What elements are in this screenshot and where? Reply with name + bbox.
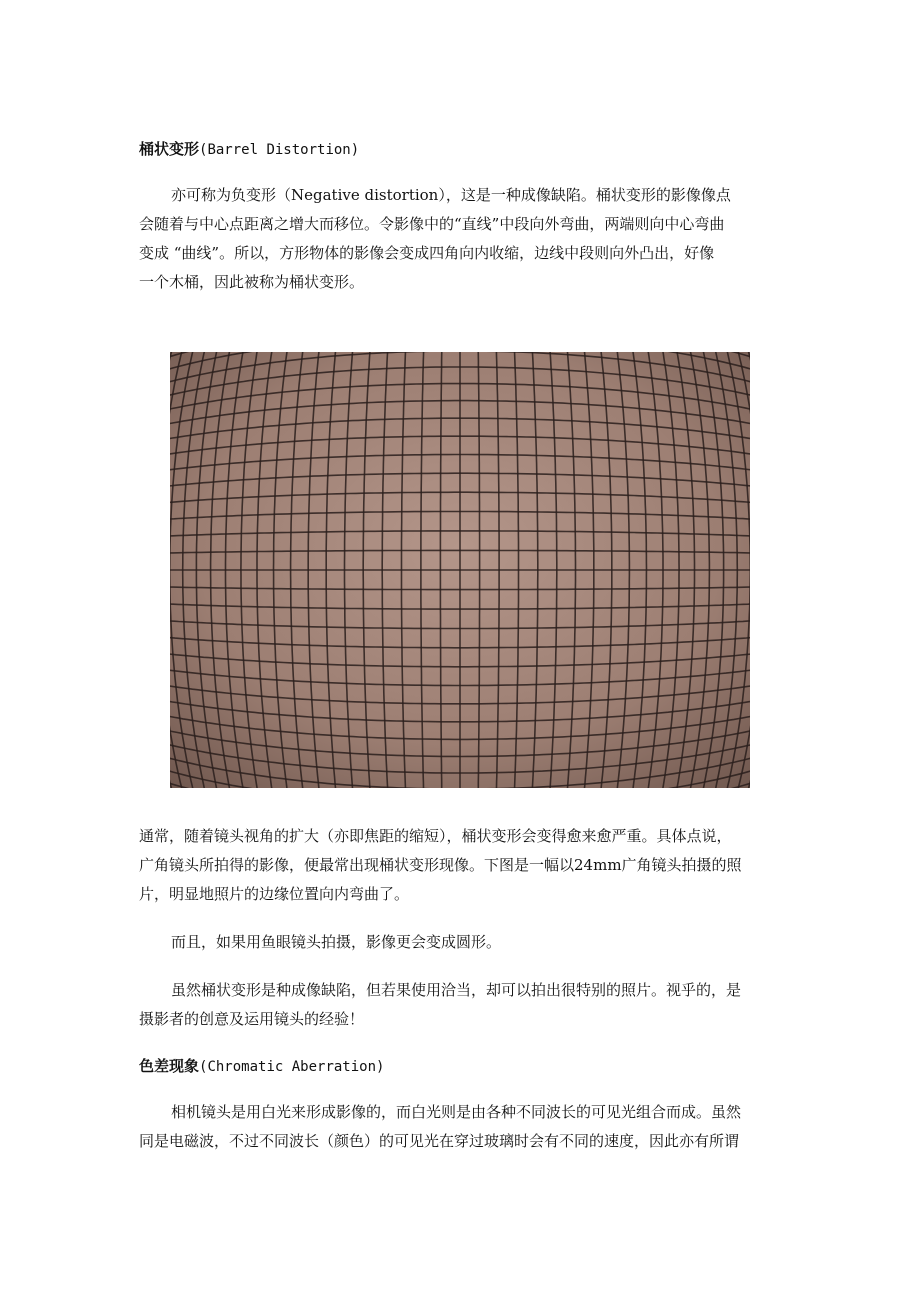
heading-en: (Chromatic Aberration) xyxy=(199,1059,385,1075)
text-line: 虽然桶状变形是种成像缺陷，但若果使用洽当，却可以拍出很特别的照片。视乎的，是 xyxy=(171,981,742,999)
text-line: 相机镜头是用白光来形成影像的，而白光则是由各种不同波长的可见光组合而成。虽然 xyxy=(171,1103,742,1121)
text-line: 摄影者的创意及运用镜头的经验！ xyxy=(139,1010,365,1028)
heading-en: (Barrel Distortion) xyxy=(199,142,360,158)
distorted-grid-image xyxy=(170,352,750,788)
text-line: 会随着与中心点距离之增大而移位。令影像中的“直线”中段向外弯曲，两端则向中心弯曲 xyxy=(139,215,725,233)
section-heading-barrel-distortion xyxy=(139,139,359,160)
text-line: 同是电磁波，不过不同波长（颜色）的可见光在穿过玻璃时会有不同的速度，因此亦有所谓 xyxy=(139,1132,740,1150)
text-line: 一个木桶，因此被称为桶状变形。 xyxy=(139,273,365,291)
paragraph-chromatic-intro xyxy=(139,1098,781,1156)
heading-cn: 色差现象 xyxy=(139,1057,200,1075)
text-line: 亦可称为负变形（Negative distortion），这是一种成像缺陷。桶状变形的影像像点 xyxy=(171,186,731,204)
paragraph-fisheye xyxy=(139,928,781,957)
text-line: 变成 “曲线”。所以，方形物体的影像会变成四角向内收缩，边线中段则向外凸出，好像 xyxy=(139,244,715,262)
text-line: 通常，随着镜头视角的扩大（亦即焦距的缩短），桶状变形会变得愈来愈严重。具体点说， xyxy=(139,827,732,845)
paragraph-barrel-definition xyxy=(139,181,781,297)
paragraph-wide-angle xyxy=(139,822,781,909)
text-line: 片，明显地照片的边缘位置向内弯曲了。 xyxy=(139,885,410,903)
paragraph-creative-use xyxy=(139,976,781,1034)
barrel-distortion-grid-photo xyxy=(170,352,750,788)
heading-cn: 桶状变形 xyxy=(139,140,200,158)
text-line: 广角镜头所拍得的影像，便最常出现桶状变形现像。下图是一幅以24mm广角镜头拍摄的照 xyxy=(139,856,742,874)
text-line: 而且，如果用鱼眼镜头拍摄，影像更会变成圆形。 xyxy=(171,933,502,951)
section-heading-chromatic-aberration xyxy=(139,1056,384,1077)
